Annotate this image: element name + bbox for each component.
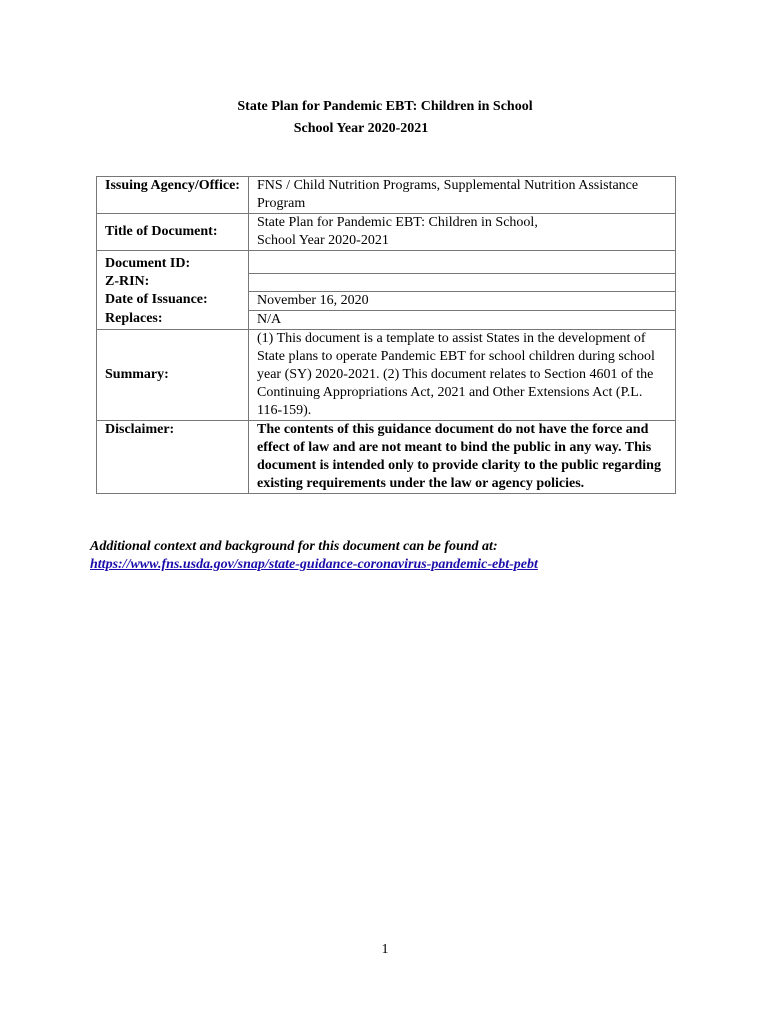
context-link[interactable]: https://www.fns.usda.gov/snap/state-guidance-coronavirus-pandemic-ebt-pebt	[90, 557, 538, 572]
document-subtitle: School Year 2020-2021	[293, 121, 429, 136]
title-value-line1: State Plan for Pandemic EBT: Children in School,	[257, 215, 538, 230]
summary-label: Summary:	[97, 329, 249, 420]
document-id-value	[249, 251, 676, 274]
document-metadata-table	[96, 176, 676, 494]
context-text: Additional context and background for this document can be found at:	[90, 539, 498, 554]
date-label: Date of Issuance:	[97, 291, 249, 310]
disclaimer-value: The contents of this guidance document do not have the force and effect of law and are not meant to bind the public in any way. This document is intended only to provide clarity to the public regarding existing requirements under the law or agency policies.	[249, 420, 676, 493]
disclaimer-label: Disclaimer:	[97, 420, 249, 493]
summary-value: (1) This document is a template to assist States in the development of State plans to operate Pandemic EBT for school children during school year (SY) 2020-2021. (2) This document relates to Section 4601 of the Continuing Appropriations Act, 2021 and Other Extensions Act (P.L. 116-159).	[249, 329, 676, 420]
date-value: November 16, 2020	[249, 291, 676, 310]
issuing-value: FNS / Child Nutrition Programs, Supplemental Nutrition Assistance Program	[249, 177, 676, 214]
zrin-value	[249, 273, 676, 291]
title-label: Title of Document:	[97, 214, 249, 251]
document-title: State Plan for Pandemic EBT: Children in School	[237, 99, 533, 114]
document-id-label: Document ID:	[97, 251, 249, 274]
additional-context	[90, 538, 730, 574]
replaces-label: Replaces:	[97, 310, 249, 329]
page-number: 1	[381, 942, 389, 957]
zrin-label: Z-RIN:	[97, 273, 249, 291]
replaces-value: N/A	[249, 310, 676, 329]
title-value	[249, 214, 676, 251]
issuing-label: Issuing Agency/Office:	[97, 177, 249, 214]
title-value-line2: School Year 2020-2021	[257, 233, 389, 248]
